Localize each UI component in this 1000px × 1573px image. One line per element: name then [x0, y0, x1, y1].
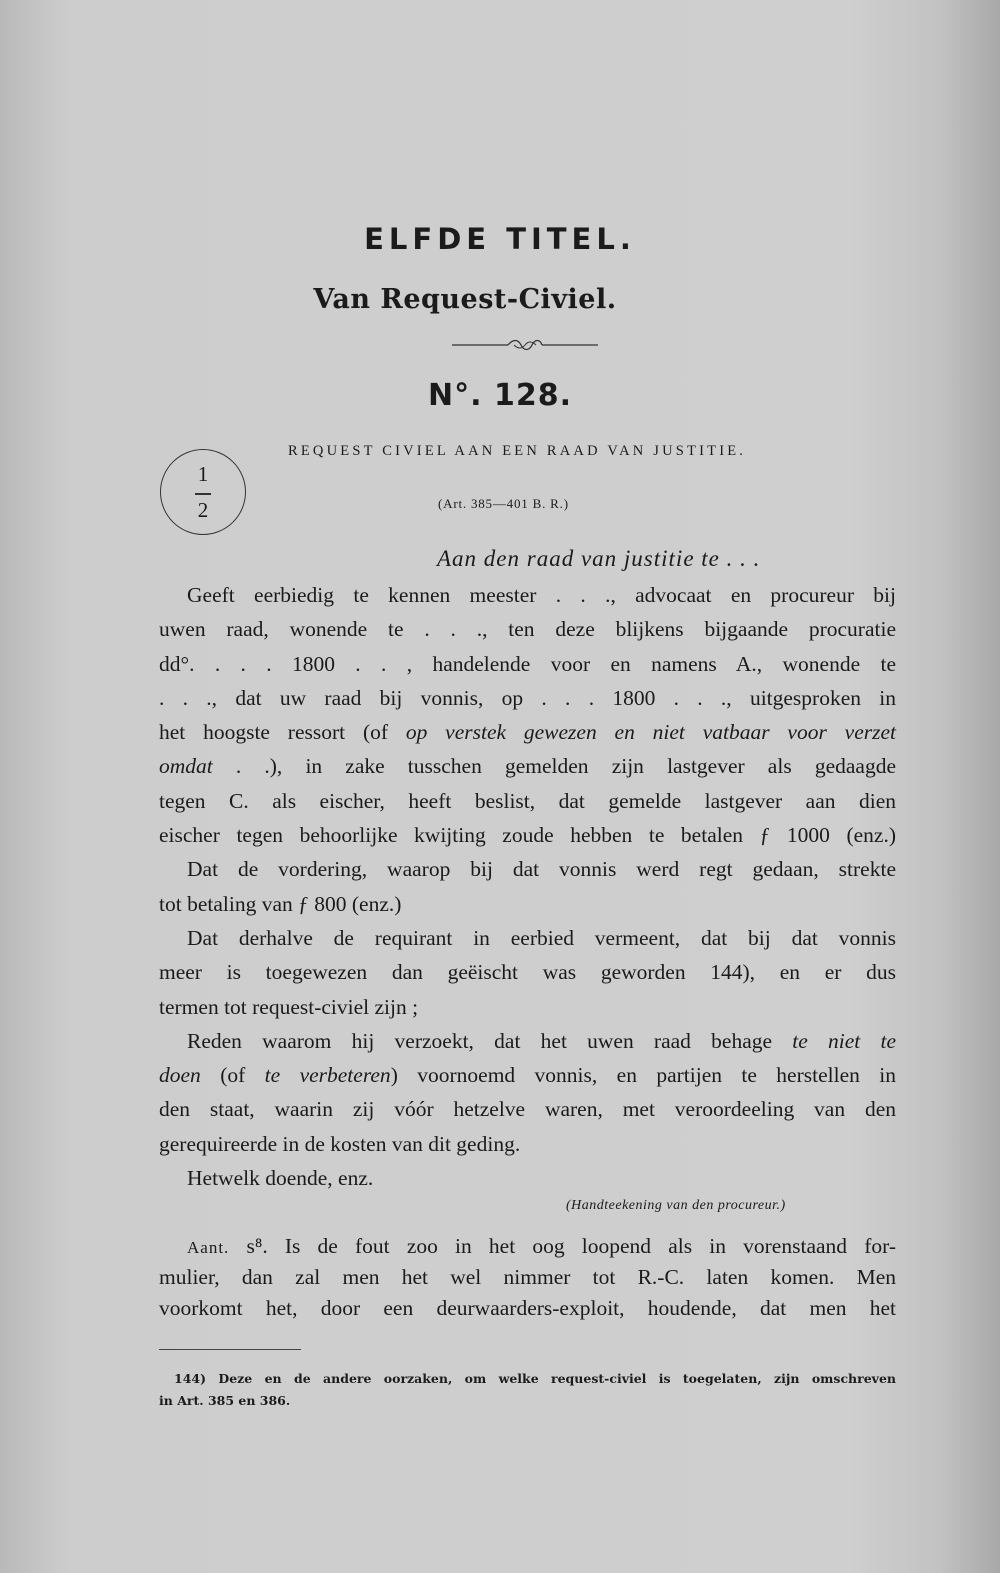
footnote-line: in Art. 385 en 386.: [159, 1393, 291, 1408]
body-italic-text: op verstek gewezen en niet vatbaar voor verzet: [405, 720, 896, 745]
stamp-denominator: 2: [197, 498, 209, 522]
body-line: dd°. . . . 1800 . . , handelende voor en namens A., wonende te: [159, 651, 896, 676]
form-number: N°. 128.: [428, 378, 572, 413]
body-line: Hetwelk doende, enz.: [187, 1166, 374, 1191]
body-italic-text: omdat: [159, 754, 213, 779]
footnote-rule: [159, 1349, 301, 1350]
body-line: meer is toegewezen dan geëischt was geworden 144), en er dus: [159, 960, 896, 985]
body-italic-text: doen: [159, 1063, 201, 1088]
annotation-label: Aant.: [187, 1238, 230, 1257]
body-line: tot betaling van ƒ 800 (enz.): [159, 891, 402, 916]
body-line: gerequireerde in de kosten van dit geding.: [159, 1131, 521, 1156]
annotation: [159, 1231, 896, 1324]
body-line: tegen C. als eischer, heeft beslist, dat gemelde lastgever aan dien: [159, 788, 896, 813]
form-caption: REQUEST CIVIEL AAN EEN RAAD VAN JUSTITIE.: [288, 443, 747, 459]
body-italic-text: te verbeteren: [264, 1063, 391, 1088]
footnote-line: 144) Deze en de andere oorzaken, om welke request-civiel is toegelaten, zijn omschreven: [174, 1371, 896, 1386]
body-line: eischer tegen behoorlijke kwijting zoude hebben te betalen ƒ 1000 (enz.): [159, 823, 896, 848]
signature-note: (Handteekening van den procureur.): [566, 1198, 786, 1213]
stamp-fraction-bar: [195, 493, 211, 495]
body-text: Reden waarom hij verzoekt, dat het uwen raad behage: [187, 1028, 793, 1053]
body-line: termen tot request-civiel zijn ;: [159, 994, 419, 1019]
body-line: . . ., dat uw raad bij vonnis, op . . . 1800 . . ., uitgesproken in: [159, 685, 896, 710]
chapter-title: ELFDE TITEL.: [364, 222, 636, 256]
body-line: [159, 1058, 896, 1092]
body-line: den staat, waarin zij vóór hetzelve waren, met veroordeeling van den: [159, 1097, 896, 1122]
body-italic-text: te niet te: [792, 1028, 896, 1053]
stamp-numerator: 1: [197, 462, 209, 486]
annotation-line: mulier, dan zal men het wel nimmer tot R.-C. laten komen. Men: [159, 1265, 896, 1289]
annotation-line: voorkomt het, door een deurwaarders-exploit, houdende, dat men het: [159, 1296, 896, 1320]
form-body: [159, 578, 896, 1195]
body-text: (of: [200, 1063, 265, 1088]
chapter-subtitle: Van Request-Civiel.: [313, 284, 617, 315]
body-line: [159, 715, 896, 749]
body-line: [159, 749, 896, 783]
body-text: ) voornoemd vonnis, en partijen te herstellen in: [390, 1063, 896, 1088]
body-line: uwen raad, wonende te . . ., ten deze blijkens bijgaande procuratie: [159, 617, 896, 642]
body-text: het hoogste ressort (of: [159, 720, 406, 745]
body-text: . .), in zake tusschen gemelden zijn lastgever als gedaagde: [212, 754, 896, 779]
body-line: [159, 1024, 896, 1058]
fraction-stamp: [160, 449, 246, 535]
article-reference: (Art. 385—401 B. R.): [438, 496, 569, 511]
footnote: [159, 1368, 896, 1412]
salutation: Aan den raad van justitie te . . .: [437, 546, 761, 571]
annotation-text: s⁸. Is de fout zoo in het oog loopend als in vorenstaand for-: [229, 1234, 896, 1258]
body-line: Geeft eerbiedig te kennen meester . . ., advocaat en procureur bij: [187, 583, 896, 607]
body-line: Dat de vordering, waarop bij dat vonnis werd regt gedaan, strekte: [187, 857, 896, 882]
ornament-divider: [450, 333, 600, 357]
body-line: Dat derhalve de requirant in eerbied vermeent, dat bij dat vonnis: [187, 925, 896, 950]
annotation-line: [159, 1231, 896, 1262]
